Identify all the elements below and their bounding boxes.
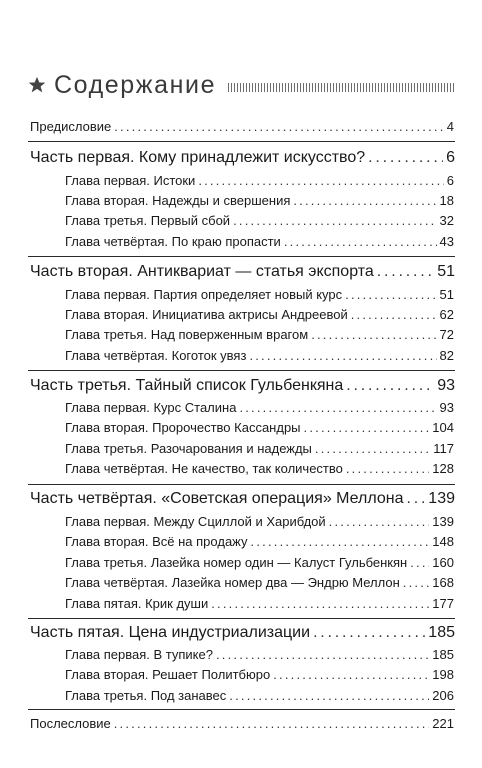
dot-leader bbox=[346, 378, 434, 394]
chapter-page-number: 198 bbox=[432, 667, 454, 682]
entry-page-number: 4 bbox=[446, 119, 454, 134]
dot-leader bbox=[407, 491, 426, 507]
chapter-label: Глава первая. Курс Сталина bbox=[65, 400, 237, 415]
entry-label: Послесловие bbox=[30, 716, 111, 731]
chapter-label: Глава первая. Между Сциллой и Харибдой bbox=[65, 514, 326, 529]
entry-page-number: 221 bbox=[432, 716, 454, 731]
dot-leader bbox=[313, 625, 425, 641]
toc-entry-part[interactable] bbox=[30, 625, 455, 641]
toc-entry-part[interactable] bbox=[30, 150, 455, 166]
chapter-page-number: 93 bbox=[439, 400, 454, 415]
toc-entry-part[interactable] bbox=[30, 491, 455, 507]
toc-entry-chapter[interactable] bbox=[65, 535, 454, 548]
dot-leader bbox=[211, 597, 429, 610]
toc-entry-chapter[interactable] bbox=[65, 556, 454, 569]
dot-leader bbox=[198, 174, 443, 187]
toc-entry-chapter[interactable] bbox=[65, 235, 454, 248]
section-divider bbox=[28, 709, 455, 710]
part-page-number: 6 bbox=[446, 149, 455, 166]
chapter-label: Глава вторая. Инициатива актрисы Андреевой bbox=[65, 307, 348, 322]
dot-leader bbox=[251, 535, 430, 548]
toc-entry-afterword[interactable] bbox=[30, 717, 454, 730]
dot-leader bbox=[410, 556, 429, 569]
chapter-page-number: 128 bbox=[432, 461, 454, 476]
toc-entry-chapter[interactable] bbox=[65, 288, 454, 301]
toc-entry-chapter[interactable] bbox=[65, 515, 454, 528]
chapter-page-number: 206 bbox=[432, 688, 454, 703]
toc-entry-chapter[interactable] bbox=[65, 421, 454, 434]
toc-entry-part[interactable] bbox=[30, 264, 455, 280]
dot-leader bbox=[351, 308, 437, 321]
dot-leader bbox=[315, 442, 430, 455]
toc-header bbox=[28, 70, 456, 100]
toc-entry-chapter[interactable] bbox=[65, 648, 454, 661]
toc-entry-chapter[interactable] bbox=[65, 349, 454, 362]
toc-entry-chapter[interactable] bbox=[65, 174, 454, 187]
part-page-number: 51 bbox=[437, 263, 455, 280]
star-icon bbox=[28, 76, 46, 94]
part-page-number: 93 bbox=[437, 377, 455, 394]
dot-leader bbox=[304, 421, 430, 434]
chapter-page-number: 32 bbox=[439, 213, 454, 228]
chapter-label: Глава третья. Над поверженным врагом bbox=[65, 327, 309, 342]
chapter-label: Глава первая. Истоки bbox=[65, 173, 196, 188]
toc-entry-chapter[interactable] bbox=[65, 668, 454, 681]
chapter-label: Глава пятая. Крик души bbox=[65, 596, 209, 611]
toc-entry-chapter[interactable] bbox=[65, 328, 454, 341]
section-divider bbox=[28, 256, 455, 257]
section-divider bbox=[28, 618, 455, 619]
toc-entry-chapter[interactable] bbox=[65, 401, 454, 414]
dot-leader bbox=[311, 328, 436, 341]
chapter-label: Глава вторая. Решает Политбюро bbox=[65, 667, 271, 682]
chapter-label: Глава вторая. Пророчество Кассандры bbox=[65, 420, 301, 435]
chapter-page-number: 104 bbox=[432, 420, 454, 435]
toc-entry-chapter[interactable] bbox=[65, 214, 454, 227]
chapter-page-number: 139 bbox=[432, 514, 454, 529]
toc-entry-part[interactable] bbox=[30, 378, 455, 394]
page-title: Содержание bbox=[54, 71, 217, 99]
part-label: Часть первая. Кому принадлежит искусство? bbox=[30, 149, 366, 166]
part-page-number: 139 bbox=[428, 490, 455, 507]
chapter-page-number: 185 bbox=[432, 647, 454, 662]
dot-leader bbox=[345, 288, 436, 301]
toc-entry-preface[interactable] bbox=[30, 120, 454, 133]
dot-leader bbox=[249, 349, 436, 362]
section-divider bbox=[28, 370, 455, 371]
toc-entry-chapter[interactable] bbox=[65, 576, 454, 589]
part-label: Часть третья. Тайный список Гульбенкяна bbox=[30, 377, 344, 394]
chapter-page-number: 18 bbox=[439, 193, 454, 208]
dot-leader bbox=[239, 401, 436, 414]
chapter-page-number: 82 bbox=[439, 348, 454, 363]
chapter-page-number: 43 bbox=[439, 234, 454, 249]
toc-entry-chapter[interactable] bbox=[65, 442, 454, 455]
dot-leader bbox=[293, 194, 436, 207]
section-divider bbox=[28, 484, 455, 485]
dot-leader bbox=[114, 717, 430, 730]
dot-leader bbox=[368, 150, 443, 166]
chapter-label: Глава четвёртая. Коготок увяз bbox=[65, 348, 247, 363]
dot-leader bbox=[403, 576, 430, 589]
dot-leader bbox=[216, 648, 429, 661]
chapter-label: Глава четвёртая. Не качество, так количество bbox=[65, 461, 343, 476]
chapter-label: Глава первая. В тупике? bbox=[65, 647, 213, 662]
part-label: Часть вторая. Антиквариат — статья экспорта bbox=[30, 263, 374, 280]
chapter-page-number: 72 bbox=[439, 327, 454, 342]
dot-leader bbox=[329, 515, 430, 528]
chapter-label: Глава третья. Лазейка номер один — Калуст Гульбенкян bbox=[65, 555, 408, 570]
chapter-page-number: 62 bbox=[439, 307, 454, 322]
chapter-label: Глава вторая. Надежды и свершения bbox=[65, 193, 291, 208]
chapter-page-number: 168 bbox=[432, 575, 454, 590]
dot-leader bbox=[346, 462, 429, 475]
chapter-page-number: 117 bbox=[433, 441, 454, 456]
dot-leader bbox=[233, 214, 436, 227]
section-divider bbox=[28, 141, 455, 142]
dot-leader bbox=[377, 264, 434, 280]
chapter-page-number: 148 bbox=[432, 534, 454, 549]
chapter-page-number: 6 bbox=[446, 173, 454, 188]
dot-leader bbox=[273, 668, 429, 681]
chapter-label: Глава третья. Под занавес bbox=[65, 688, 227, 703]
chapter-page-number: 177 bbox=[432, 596, 454, 611]
dot-leader bbox=[114, 120, 444, 133]
toc-entry-chapter[interactable] bbox=[65, 308, 454, 321]
toc-entry-chapter[interactable] bbox=[65, 194, 454, 207]
chapter-label: Глава четвёртая. По краю пропасти bbox=[65, 234, 281, 249]
chapter-page-number: 51 bbox=[439, 287, 454, 302]
part-label: Часть четвёртая. «Советская операция» Меллона bbox=[30, 490, 404, 507]
chapter-page-number: 160 bbox=[432, 555, 454, 570]
chapter-label: Глава первая. Партия определяет новый курс bbox=[65, 287, 343, 302]
dot-leader bbox=[229, 689, 429, 702]
chapter-label: Глава вторая. Всё на продажу bbox=[65, 534, 248, 549]
entry-label: Предисловие bbox=[30, 119, 112, 134]
toc-entry-chapter[interactable] bbox=[65, 689, 454, 702]
dot-leader bbox=[284, 235, 437, 248]
toc-entry-chapter[interactable] bbox=[65, 462, 454, 475]
part-label: Часть пятая. Цена индустриализации bbox=[30, 624, 311, 641]
title-hatched-rule bbox=[228, 83, 456, 92]
part-page-number: 185 bbox=[428, 624, 455, 641]
chapter-label: Глава третья. Разочарования и надежды bbox=[65, 441, 312, 456]
chapter-label: Глава третья. Первый сбой bbox=[65, 213, 231, 228]
chapter-label: Глава четвёртая. Лазейка номер два — Эндрю Меллон bbox=[65, 575, 400, 590]
toc-entry-chapter[interactable] bbox=[65, 597, 454, 610]
